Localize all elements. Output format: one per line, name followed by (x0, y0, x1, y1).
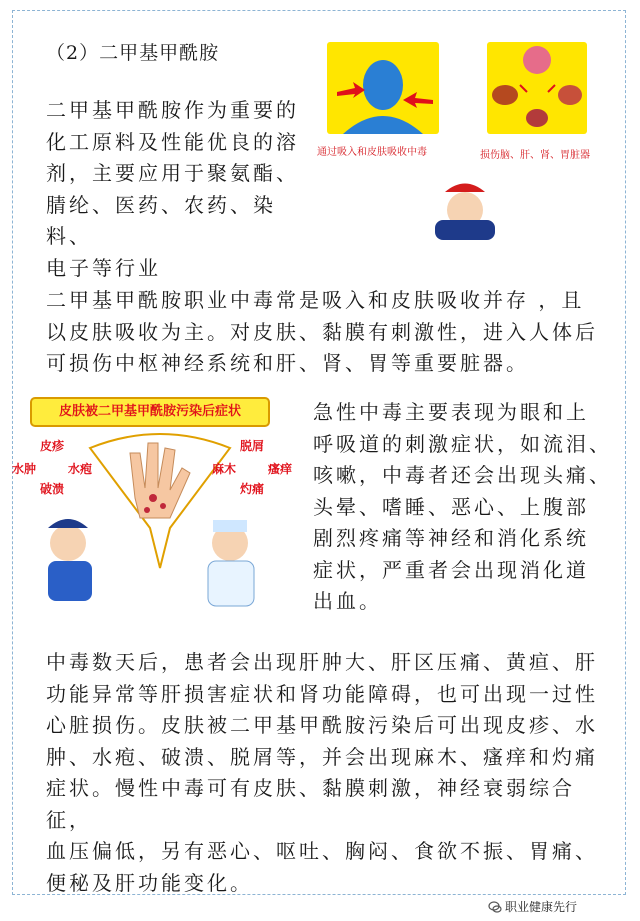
text-line: 头晕、嗜睡、恶心、上腹部 (313, 494, 589, 519)
wechat-icon (488, 900, 502, 914)
text-line: 剂，主要应用于聚氨酯、 (46, 161, 299, 185)
patient-face (50, 525, 86, 561)
chronic-paragraph (46, 647, 616, 899)
stomach-icon (558, 85, 582, 105)
absorption-illustration (315, 40, 605, 240)
text-line: 二甲基甲酰胺作为重要的 (46, 98, 299, 122)
text-line: 腈纶、医药、农药、染料、 (46, 192, 276, 248)
text-line: 电子等行业 (46, 255, 161, 280)
text-line: 功能异常等肝损害症状和肾功能障碍，也可出现一过性 (46, 681, 598, 706)
skin-symptom-illustration (20, 428, 305, 628)
symptom-itching: 瘙痒 (268, 462, 293, 476)
text-line: 肿、水疱、破溃、脱屑等，并会出现麻木、瘙痒和灼痛 (46, 744, 598, 769)
text-line: 急性中毒主要表现为眼和上 (313, 400, 589, 424)
section-heading: （2）二甲基甲酰胺 (46, 42, 220, 64)
text-line: 可损伤中枢神经系统和肝、肾、胃等重要脏器。 (46, 351, 529, 375)
text-line: 血压偏低，另有恶心、呕吐、胸闷、食欲不振、胃痛、 (46, 839, 598, 863)
symptom-ulcer: 破溃 (40, 482, 65, 496)
symptom-blister: 水疱 (68, 462, 93, 476)
caption-inhale: 通过吸入和皮肤吸收中毒 (317, 147, 427, 158)
text-line: 化工原料及性能优良的溶 (46, 129, 299, 154)
text-line: 以皮肤吸收为主。对皮肤、黏膜有刺激性，进入人体后 (46, 319, 598, 344)
intro-paragraph (46, 95, 301, 284)
text-line: 呼吸道的刺激症状，如流泪、 (313, 431, 612, 456)
text-line: 剧烈疼痛等神经和消化系统 (313, 526, 589, 550)
text-line: 心脏损伤。皮肤被二甲基甲酰胺污染后可出现皮疹、水 (46, 713, 598, 737)
text-line: 便秘及肝功能变化。 (46, 870, 253, 895)
acute-paragraph (313, 397, 613, 618)
symptom-burning: 灼痛 (240, 482, 265, 496)
text-line: 中毒数天后，患者会出现肝肿大、肝区压痛、黄疸、肝 (46, 650, 598, 674)
text-line: 二甲基甲酰胺职业中毒常是吸入和皮肤吸收并存 ，且 (46, 288, 585, 312)
symptom-banner: 皮肤被二甲基甲酰胺污染后症状 (30, 397, 270, 427)
brain-icon (523, 46, 551, 74)
symptom-desquamation: 脱屑 (240, 439, 265, 453)
text-line: 症状，严重者会出现消化道 (313, 557, 589, 582)
symptom-edema: 水肿 (12, 462, 37, 476)
text-line: 症状。慢性中毒可有皮肤、黏膜刺激，神经衰弱综合征， (46, 776, 575, 832)
account-watermark: 职业健康先行 (505, 900, 578, 914)
caption-organ-damage: 损伤脑、肝、肾、胃脏器 (480, 150, 590, 161)
symptom-rash: 皮疹 (40, 439, 65, 453)
symptom-numbness: 麻木 (212, 462, 237, 476)
text-line: 出血。 (313, 589, 382, 613)
text-line: 咳嗽，中毒者还会出现头痛、 (313, 463, 612, 487)
kidney-icon (526, 109, 548, 127)
exposure-paragraph (46, 285, 606, 380)
liver-icon (492, 85, 518, 105)
